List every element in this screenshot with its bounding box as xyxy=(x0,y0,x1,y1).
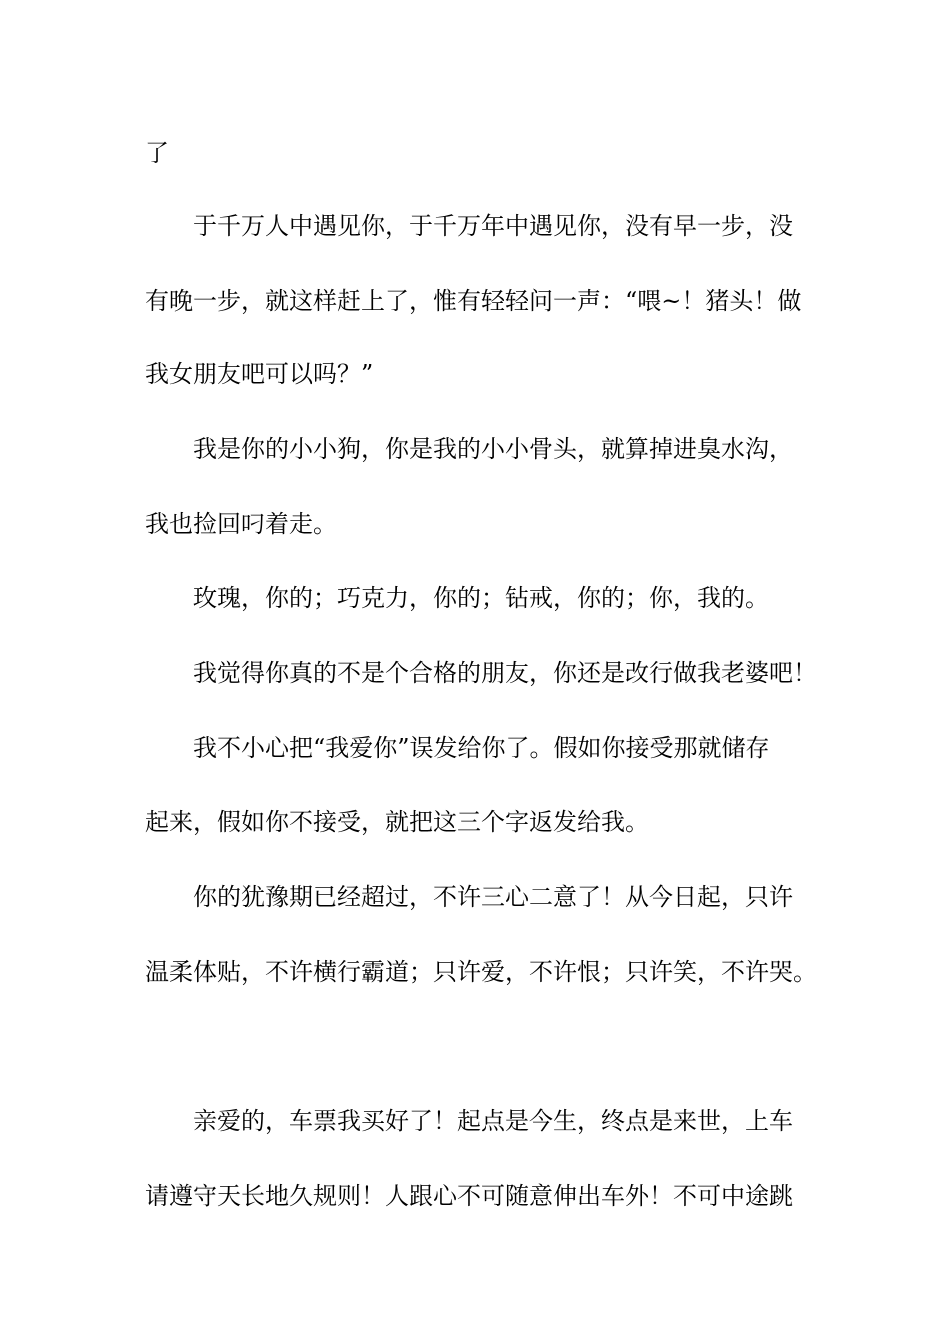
text-line: 我女朋友吧可以吗？” xyxy=(145,360,374,388)
paragraph-line: 你的犹豫期已经超过，不许三心二意了！从今日起，只许 xyxy=(193,883,793,911)
paragraph-line: 我是你的小小狗，你是我的小小骨头，就算掉进臭水沟， xyxy=(193,435,793,463)
text-line: 有晚一步，就这样赶上了，惟有轻轻问一声：“喂~！猪头！做 xyxy=(145,287,802,315)
paragraph-line: 亲爱的，车票我买好了！起点是今生，终点是来世，上车 xyxy=(193,1107,793,1135)
text-line: 了 xyxy=(145,139,169,167)
text-line: 温柔体贴，不许横行霸道；只许爱，不许恨；只许笑，不许哭。 xyxy=(145,958,817,986)
paragraph-line: 玫瑰，你的；巧克力，你的；钻戒，你的；你，我的。 xyxy=(193,584,769,612)
text-line: 我也捡回叼着走。 xyxy=(145,510,337,538)
text-line: 起来，假如你不接受，就把这三个字返发给我。 xyxy=(145,808,649,836)
paragraph-line: 我不小心把“我爱你”误发给你了。假如你接受那就储存 xyxy=(193,734,770,762)
paragraph-line: 我觉得你真的不是个合格的朋友，你还是改行做我老婆吧！ xyxy=(193,659,817,687)
text-line: 请遵守天长地久规则！人跟心不可随意伸出车外！不可中途跳 xyxy=(145,1182,793,1210)
paragraph-line: 于千万人中遇见你，于千万年中遇见你，没有早一步，没 xyxy=(193,212,793,240)
